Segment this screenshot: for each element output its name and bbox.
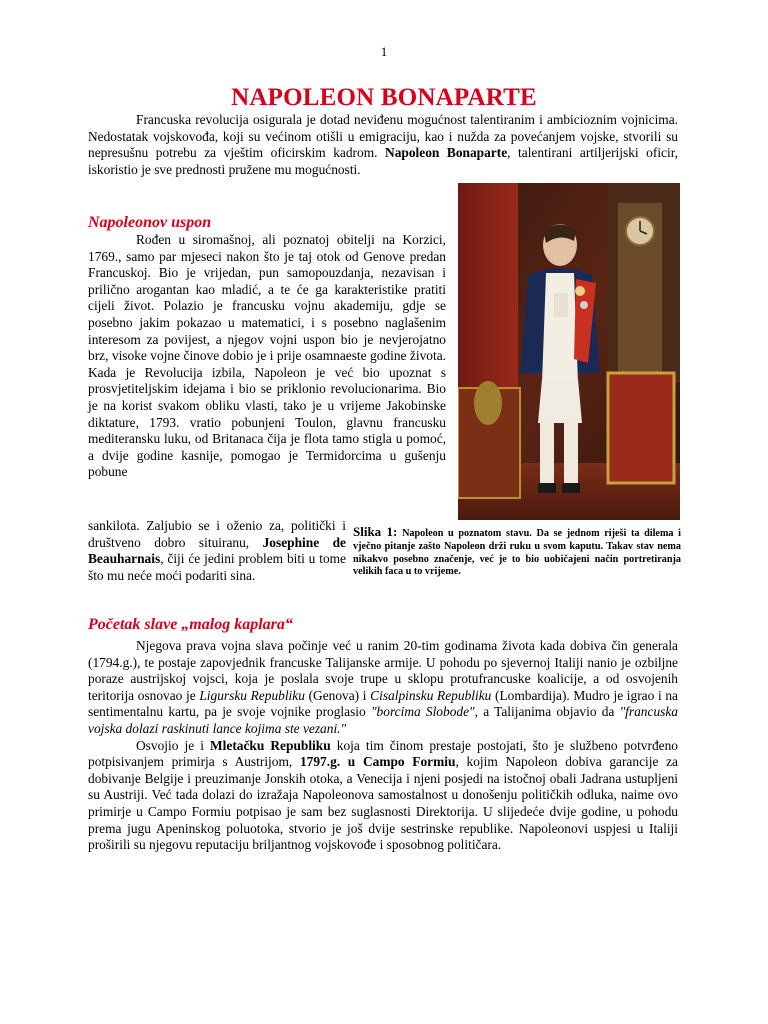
section-1-column <box>88 232 446 481</box>
page-number: 1 <box>380 44 388 59</box>
section-heading-uspon: Napoleonov uspon <box>88 214 212 231</box>
sec2-p1-text-d: , a Talijanima objavio da <box>474 704 615 720</box>
josephine-name: Josephine de Beauharnais <box>88 534 346 567</box>
francuska-vojska-quote: "francuska vojska dolazi raskinuti lance kojima ste vezani." <box>88 704 678 736</box>
figure-caption <box>353 526 681 579</box>
page-title: NAPOLEON BONAPARTE <box>231 84 537 111</box>
campo-formio-date: 1797.g. u Campo Formiu <box>299 754 456 770</box>
sec2-p1-text-c: (Lombardija). Mudro je igrao i na sentimentalnu kartu, pa je svoje vojnike proglasio <box>88 687 678 720</box>
cisalpinska-republika: Cisalpinsku Republiku <box>370 687 492 703</box>
section-1-tail-2: , čiji će jedini problem biti u tome što mu neće moći podariti sina. <box>88 551 346 583</box>
section-2-paragraph-1 <box>88 638 678 738</box>
figure-label: Slika 1: <box>353 524 398 539</box>
sec2-p2-text-b: koja tim činom prestaje postojati, što je službeno potvrđeno potpisivanjem primirja s Austrijom, <box>88 737 678 770</box>
section-1-continuation <box>88 518 346 584</box>
section-2-body <box>88 638 678 854</box>
figure-caption-text: Napoleon u poznatom stavu. Da se jednom riješi ta dilema i vječno pitanje zašto Napoleon drži ruku u svom kaputu. Takav stav nema nikakvo posebno značenje, već je to bio uobičajeni način portretiranja velikih faca u to vrijeme. <box>353 528 682 578</box>
napoleon-portrait-image <box>458 183 680 520</box>
ligurska-republika: Ligursku Republiku <box>199 687 305 703</box>
sec2-p1-text-a: Njegova prava vojna slava počinje već u ranim 20-tim godinama života kada dobiva čin generala (1794.g.), te postaje zapovjednik francuske Talijanske armije. U pohodu po sjevernoj Italiji nanio je ozbiljne poraze austrijskoj vojsci, koja je poslala svoje trupe u sklopu protufrancuske koalicije, a od osvojenih teritorija osnovao je <box>88 638 678 703</box>
section-1-paragraph: Rođen u siromašnoj, ali poznatoj obitelji na Korzici, 1769., samo par mjeseci nakon što je taj otok od Genove predan Francuskoj. Bio je vrijedan, pun samopouzdanja, nezavisan i prilično arogantan kao mladić, a te će ga karakteristike pratiti cijeli život. Polazio je francusku vojnu akademiju, gdje se posebno jakim pokazao u matematici, i s posebno naglašenim interesom za povijest, a njegov vojni uspon bio je nevjerojatno brz, visoke vojne činove dobio je i prije osamnaeste godine života. Kada je Revolucija izbila, Napoleon je već bio upoznat s prosvjetiteljskim idejama i bio se priklonio revolucionarima. Bio je na korist svakom obliku vlasti, tako je u vrijeme Jakobinske diktature, 1793. vratio pobunjeni Toulon, glavnu francusku mediteransku luku, od Britanaca čija je flota tamo stigla u pomoć, a dvije godine kasnije, pomogao je Termidorcima u gušenju pobune <box>88 232 446 480</box>
section-heading-pocetak: Početak slave „malog kaplara“ <box>88 616 293 633</box>
sec2-p2-text-a: Osvojio je i <box>136 737 204 753</box>
borci-slobode-quote: "borcima Slobode" <box>370 704 475 720</box>
sec2-p1-text-b: (Genova) i <box>308 687 367 703</box>
sec2-p2-text-c: , kojim Napoleon dobiva garancije za dobivanje Belgije i preuzimanje Jonskih otoka, a Venecija i njeni posjedi na istočnoj obali Jadrana ustupljeni su Austriji. Već tada dolazi do izražaja Napoleonova samostalnost u donošenju političkih odluka, naime ovo primirje u Campo Formiu potpisao je sam bez suglasnosti Direktorija. U slijedeće dvije godine, u pohodu prema jugu Apeninskog poluotoka, stvorio je još dvije sestrinske republike. Napoleonovi uspjesi u Italiji proširili su njegovu reputaciju briljantnog vojskovođe i sposobnog političara. <box>88 754 678 853</box>
mletacka-republika: Mletačku Republiku <box>210 737 331 753</box>
intro-text-2: , talentirani artiljerijski oficir, iskoristio je sve prednosti pružene mu mogućnosti. <box>88 145 678 177</box>
portrait-illustration <box>458 183 680 520</box>
intro-bold-name: Napoleon Bonaparte <box>385 145 508 161</box>
intro-paragraph <box>88 112 678 178</box>
section-1-tail-1: sankilota. Zaljubio se i oženio za, politički i društveno dobro situiranu, <box>88 518 346 550</box>
section-2-paragraph-2 <box>88 738 678 854</box>
intro-text-1: Francuska revolucija osigurala je dotad neviđenu mogućnost talentiranim i ambicioznim vojnicima. Nedostatak vojskovođa, koji su većinom otišli u emigraciju, kao i nužda za povećanjem vojske, stvorili su nepresušnu potrebu za vještim oficirskim kadrom. <box>88 112 678 161</box>
